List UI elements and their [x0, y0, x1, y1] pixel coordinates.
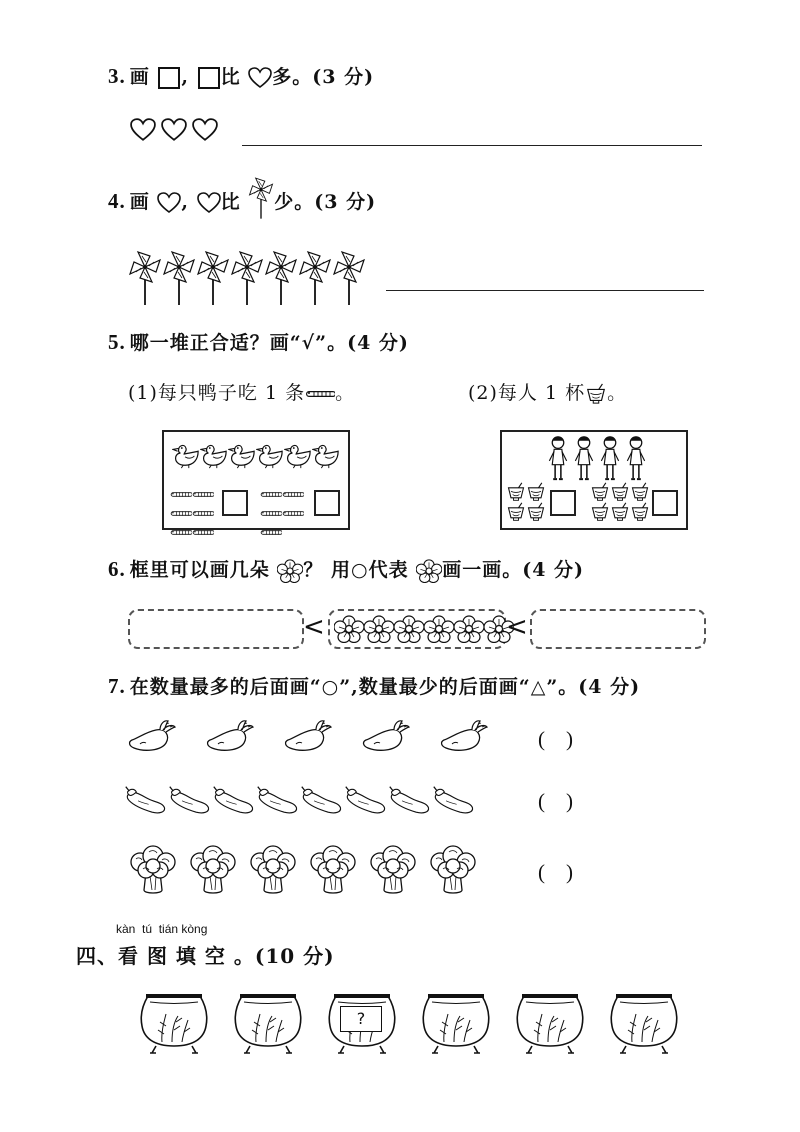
answer-paren-eggplant[interactable]: ( )	[538, 789, 573, 813]
child-icon	[548, 434, 568, 482]
worm-icon	[260, 509, 282, 518]
flowers-row	[334, 615, 514, 643]
ducks-row	[172, 440, 340, 470]
eggplant-icon	[388, 782, 432, 816]
fishbowl-icon	[418, 990, 494, 1054]
question-5: 5. 哪一堆正合适？画“√”。(4 分)	[108, 330, 409, 354]
section-4-title: 四、看 图 填 空 。(10 分)	[76, 944, 335, 968]
cup-icon	[590, 502, 610, 522]
radish-icon	[204, 718, 254, 754]
cup-icon	[526, 502, 546, 522]
broccoli-icon	[128, 842, 178, 896]
fishbowl-icon	[512, 990, 588, 1054]
radish-icon	[438, 718, 488, 754]
duck-icon	[256, 440, 284, 470]
flower-frame	[328, 609, 506, 649]
pinwheels-group	[128, 250, 366, 306]
duck-icon	[284, 440, 312, 470]
eggplant-icon	[300, 782, 344, 816]
pinwheel-icon	[248, 176, 274, 220]
broccoli-icon	[188, 842, 238, 896]
worm-icon	[192, 490, 214, 499]
heart-icon	[248, 67, 272, 89]
eggplant-icon	[344, 782, 388, 816]
heart-icon	[161, 118, 187, 142]
heart-icon	[157, 192, 181, 214]
child-icon	[574, 434, 594, 482]
worm-icon	[170, 509, 192, 518]
cup-icon	[506, 502, 526, 522]
broccoli-icon	[248, 842, 298, 896]
less-than-sign: <	[303, 612, 325, 642]
radish-icon	[126, 718, 176, 754]
question-6: 6. 框里可以画几朵 ？ 用○代表 画一画。(4 分)	[108, 557, 585, 581]
cup-icon	[630, 482, 650, 502]
heart-icon	[192, 118, 218, 142]
worm-icon	[170, 528, 192, 537]
answer-box-2[interactable]	[652, 490, 678, 516]
pinwheel-icon	[230, 250, 264, 306]
question-7: 7. 在数量最多的后面画“○”,数量最少的后面画“△”。(4 分)	[108, 674, 641, 698]
worm-icon	[282, 490, 304, 499]
fishbowl-row	[136, 990, 682, 1054]
heart-icon	[197, 192, 221, 214]
cup-pile-1	[506, 482, 554, 522]
section-4-pinyin: kàn tú tián kòng	[116, 922, 208, 936]
question-sign[interactable]: ?	[340, 1006, 382, 1032]
pinwheel-icon	[162, 250, 196, 306]
eggplant-icon	[256, 782, 300, 816]
children-row	[548, 434, 646, 482]
worm-icon	[170, 490, 192, 499]
question-number: 3.	[108, 64, 126, 88]
less-than-sign: <	[506, 612, 528, 642]
question-number: 7.	[108, 674, 126, 698]
children-box	[500, 430, 688, 530]
square-icon	[158, 67, 180, 89]
fishbowl-icon	[230, 990, 306, 1054]
fishbowl-icon	[606, 990, 682, 1054]
question-number: 6.	[108, 557, 126, 581]
pinwheel-icon	[128, 250, 162, 306]
broccoli-row	[128, 842, 478, 896]
question-number: 4.	[108, 189, 126, 213]
flower-icon	[334, 615, 364, 643]
cup-pile-2	[590, 482, 656, 522]
flower-icon	[416, 559, 442, 583]
flower-icon	[364, 615, 394, 643]
duck-icon	[172, 440, 200, 470]
child-icon	[600, 434, 620, 482]
worm-pile-1	[170, 484, 220, 541]
eggplant-icon	[124, 782, 168, 816]
answer-line[interactable]	[242, 145, 702, 146]
drawing-frame-right[interactable]	[530, 609, 706, 649]
cup-icon	[590, 482, 610, 502]
eggplant-icon	[212, 782, 256, 816]
cup-icon	[585, 383, 607, 405]
worm-icon	[192, 528, 214, 537]
square-icon	[198, 67, 220, 89]
answer-box-2[interactable]	[314, 490, 340, 516]
pinwheel-icon	[196, 250, 230, 306]
broccoli-icon	[308, 842, 358, 896]
worm-icon	[260, 528, 282, 537]
drawing-frame-left[interactable]	[128, 609, 304, 649]
fishbowl-icon	[136, 990, 212, 1054]
hearts-group	[130, 118, 218, 146]
duck-icon	[200, 440, 228, 470]
flower-icon	[454, 615, 484, 643]
question-4: 4. 画 , 比 少。(3 分)	[108, 186, 376, 220]
eggplant-icon	[168, 782, 212, 816]
question-5-sub-1: (1)每只鸭子吃 1 条 。	[128, 382, 356, 404]
worm-icon	[305, 389, 335, 399]
question-number: 5.	[108, 330, 126, 354]
broccoli-icon	[428, 842, 478, 896]
radish-row	[126, 718, 488, 754]
worm-icon	[192, 509, 214, 518]
ducks-box	[162, 430, 350, 530]
eggplant-row	[124, 782, 476, 816]
radish-icon	[360, 718, 410, 754]
pinwheel-icon	[264, 250, 298, 306]
worm-icon	[260, 490, 282, 499]
cup-icon	[526, 482, 546, 502]
duck-icon	[312, 440, 340, 470]
answer-line[interactable]	[386, 290, 704, 291]
duck-icon	[228, 440, 256, 470]
question-3: 3. 画 , 比 多。(3 分)	[108, 64, 375, 88]
cup-icon	[610, 502, 630, 522]
cup-icon	[506, 482, 526, 502]
question-5-sub-2: (2)每人 1 杯 。	[468, 382, 628, 404]
radish-icon	[282, 718, 332, 754]
worm-icon	[282, 509, 304, 518]
pinwheel-icon	[298, 250, 332, 306]
worm-pile-2	[260, 484, 310, 541]
answer-paren-broccoli[interactable]: ( )	[538, 860, 573, 884]
answer-paren-radish[interactable]: ( )	[538, 727, 573, 751]
cup-icon	[610, 482, 630, 502]
broccoli-icon	[368, 842, 418, 896]
flower-icon	[394, 615, 424, 643]
answer-box-1[interactable]	[550, 490, 576, 516]
answer-box-1[interactable]	[222, 490, 248, 516]
eggplant-icon	[432, 782, 476, 816]
fishbowl-unknown	[324, 990, 400, 1054]
pinwheel-icon	[332, 250, 366, 306]
cup-icon	[630, 502, 650, 522]
flower-icon	[277, 559, 303, 583]
child-icon	[626, 434, 646, 482]
heart-icon	[130, 118, 156, 142]
flower-icon	[424, 615, 454, 643]
